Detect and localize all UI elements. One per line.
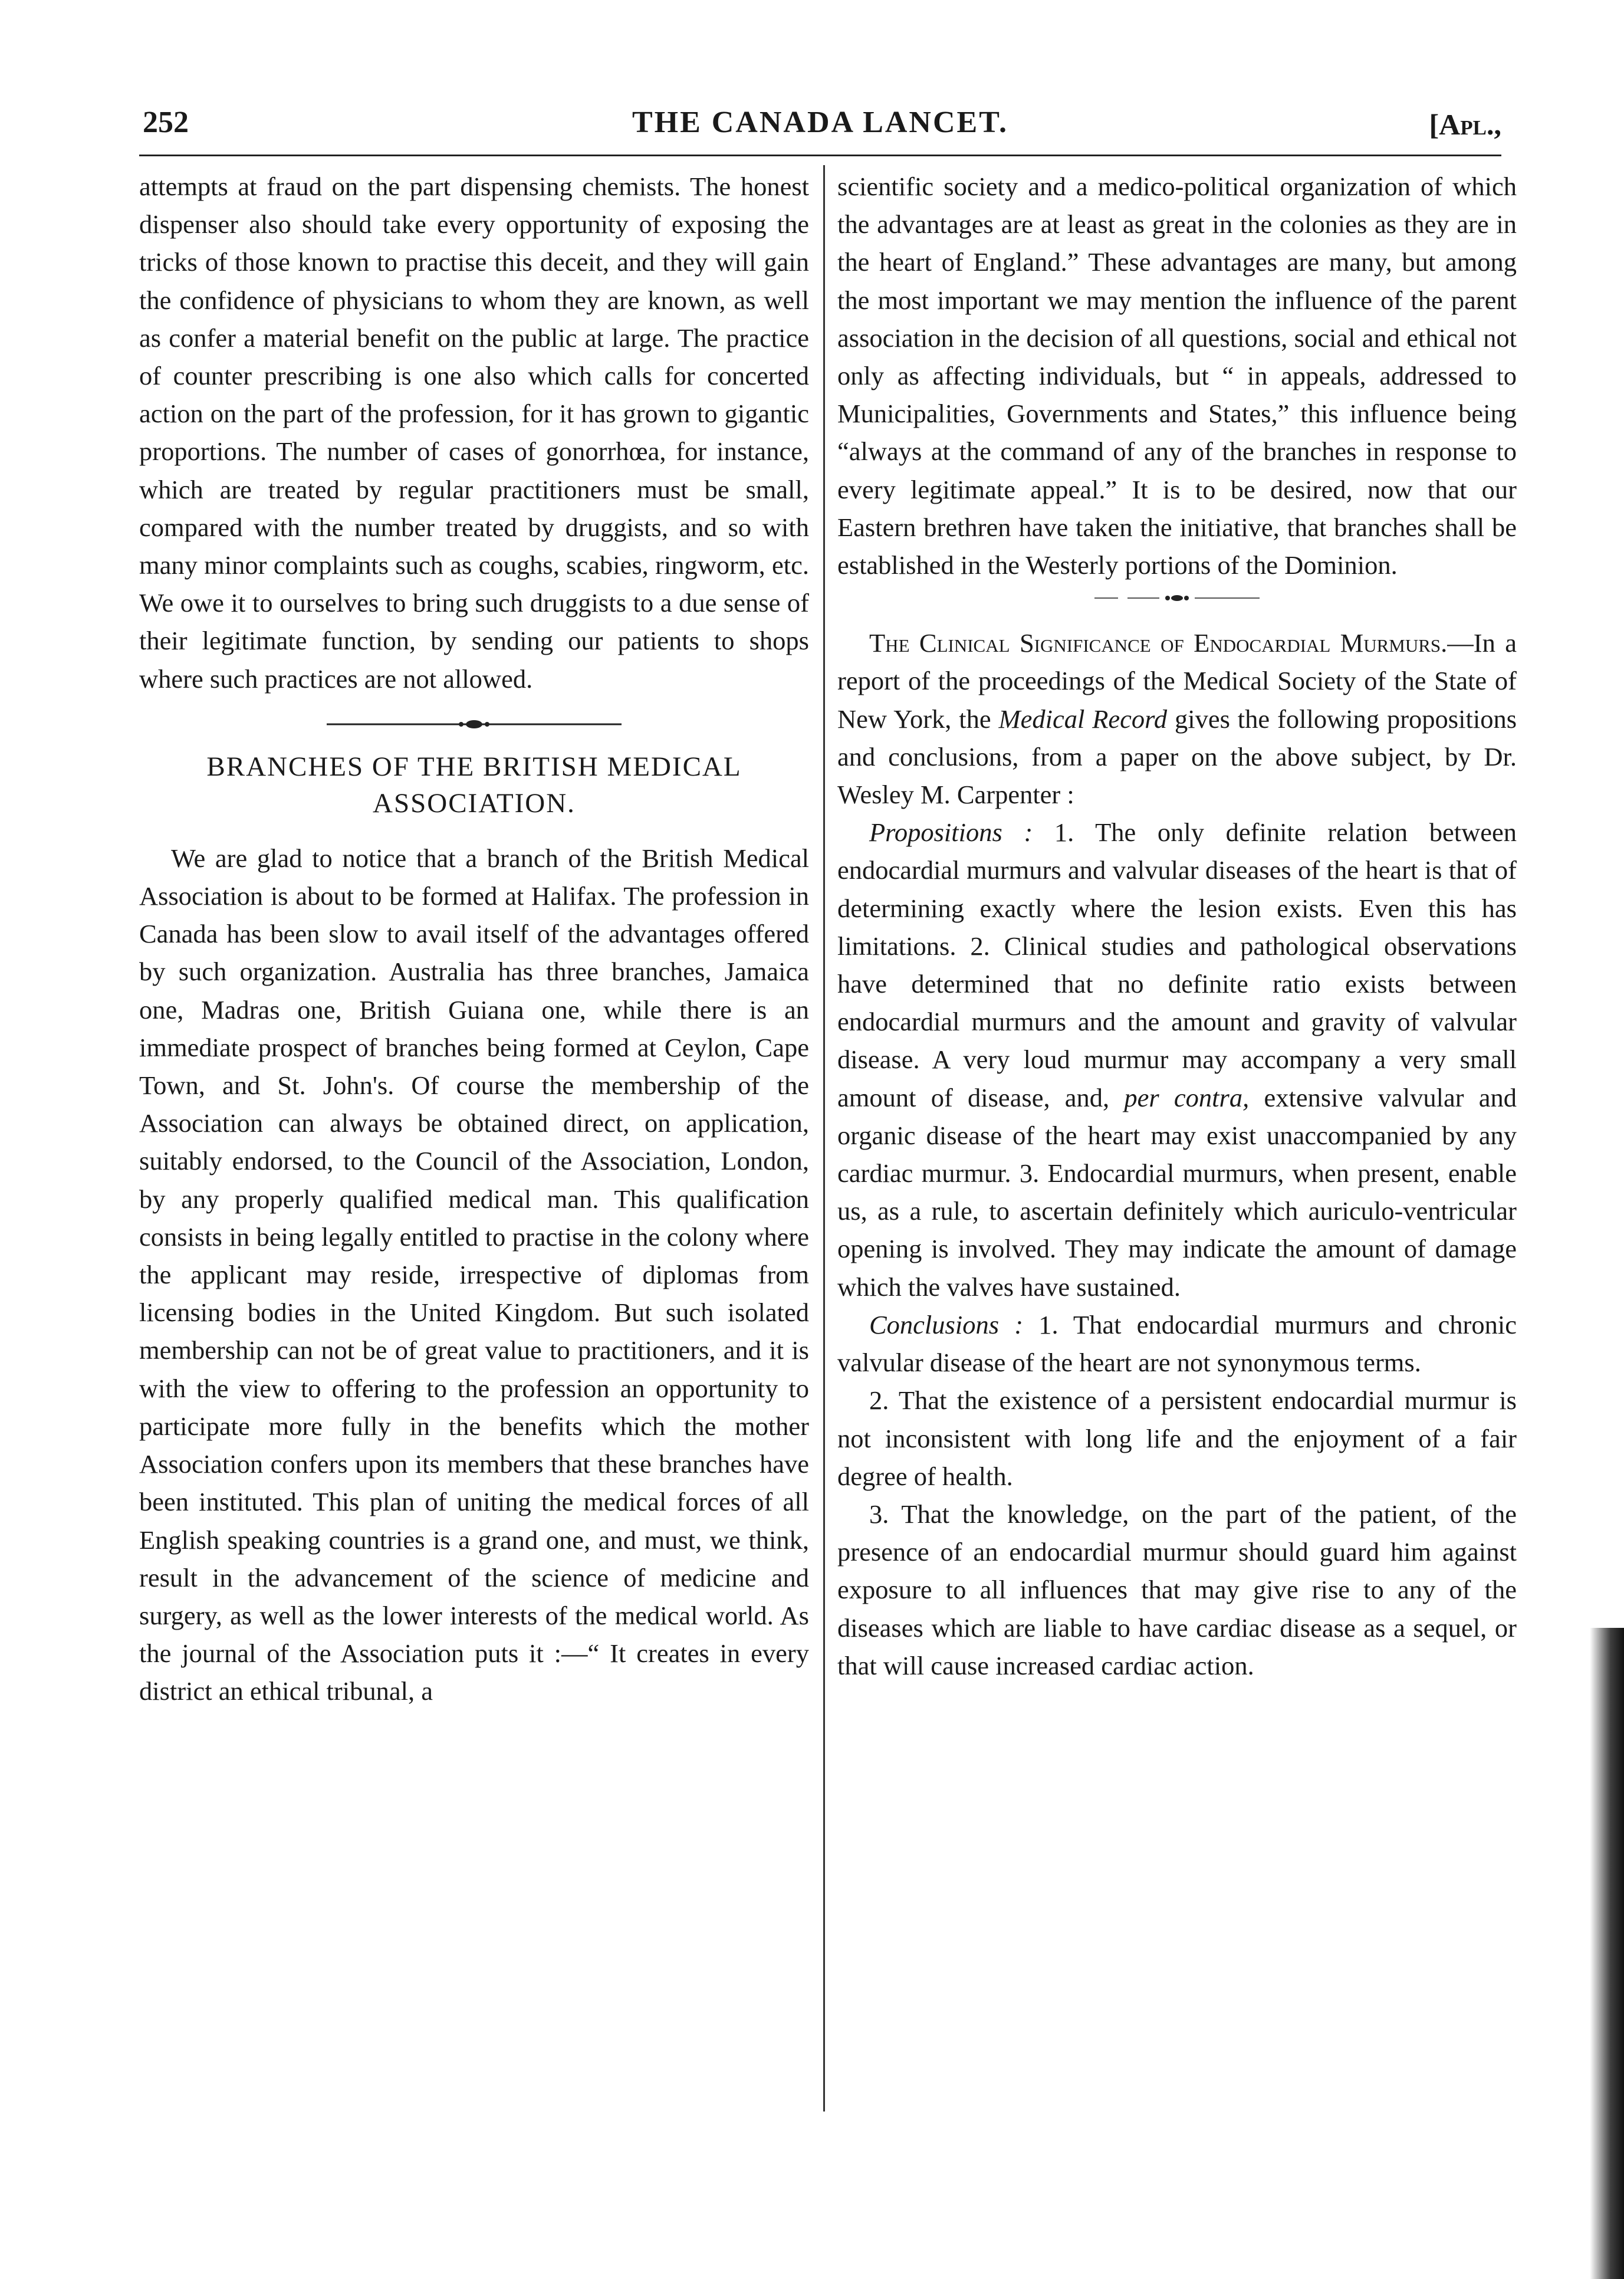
endocardial-intro-end: gives the following propositions and conclusions, from a paper on the above subject, by Dr. Wesley M. Carpenter : (837, 704, 1517, 810)
column-divider (823, 165, 825, 2111)
propositions-text-b: extensive valvular and organic disease of the heart may exist unaccompanied by any cardiac murmur. 3. Endocardial murmurs, when present, enable us, as a rule, to ascertain definitely which auriculo-ventricular opening is involved. They may indicate the amount of damage which the valves have sustained. (837, 1082, 1517, 1302)
propositions-label: Propositions : (869, 817, 1033, 848)
propositions-text-a: 1. The only definite relation between endocardial murmurs and valvular diseases of the heart is that of determining exactly where the lesion exists. Even this has limitations. 2. Clinical studies and pathological observations have determined that no definite ratio exists between endocardial murmurs and the amount and gravity of valvular disease. A very loud murmur may accompany a very small amount of disease, and, (837, 817, 1517, 1112)
section-divider-ornament-small (1094, 592, 1260, 604)
right-column (837, 168, 1517, 1684)
section-divider-ornament (327, 718, 622, 731)
page-number: 252 (143, 106, 189, 139)
running-head (139, 105, 1501, 152)
journal-title: THE CANADA LANCET. (632, 106, 1009, 139)
per-contra: per contra, (1124, 1082, 1250, 1112)
left-column (139, 168, 809, 1710)
scan-page-edge-shadow (1590, 1628, 1624, 2279)
endocardial-article-intro (837, 624, 1517, 813)
issue-mark: [Apl., (1429, 108, 1501, 141)
endocardial-intro-text: —In a report of the proceedings of the Medical Society of the State of New York, the (837, 628, 1517, 734)
continued-paragraph-left: attempts at fraud on the part dispensing chemists. The honest dispenser also should take every opportunity of exposing the tricks of those known to practise this deceit, and they will gain the confidence of physicians to whom they are known, as well as confer a material benefit on the public at large. The practice of counter prescribing is one also which calls for concerted action on the part of the profession, for it has grown to gigantic proportions. The number of cases of gonorrhœa, for instance, which are treated by regular practitioners must be small, compared with the number treated by druggists, and so with many minor complaints such as coughs, scabies, ringworm, etc. We owe it to ourselves to bring such druggists to a due sense of their legitimate function, by sending our patients to shops where such practices are not allowed. (139, 172, 809, 694)
conclusion-1: 1. That endocardial murmurs and chronic valvular disease of the heart are not synonymous terms. (837, 1309, 1517, 1378)
continued-paragraph-right: scientific society and a medico-political organization of which the advantages are at least as great in the colonies as they are in the heart of England.” These advantages are many, but among the most important we may mention the influence of the parent association in the decision of all questions, social and ethical not only as affecting individuals, but “ in appeals, addressed to Municipalities, Governments and States,” this influence being “always at the command of any of the branches in response to every legitimate appeal.” It is to be desired, now that our Eastern brethren have taken the initiative, that branches shall be established in the Westerly portions of the Dominion. (837, 172, 1517, 580)
conclusions-label: Conclusions : (869, 1309, 1024, 1339)
propositions-paragraph (837, 813, 1517, 1306)
header-rule (139, 155, 1501, 156)
conclusion-3: 3. That the knowledge, on the part of the patient, of the presence of an endocardial murmur should guard him against exposure to all influences that may give rise to any of the diseases which are liable to have cardiac disease as a sequel, or that will cause increased cardiac action. (837, 1499, 1517, 1680)
article-paragraph-bma: We are glad to notice that a branch of the British Medical Association is about to be formed at Halifax. The profession in Canada has been slow to avail itself of the advantages offered by such organization. Australia has three branches, Jamaica one, Madras one, British Guiana one, while there is an immediate prospect of branches being formed at Ceylon, Cape Town, and St. John's. Of course the membership of the Association can always be obtained direct, on application, suitably endorsed, to the Council of the Association, London, by any properly qualified medical man. This qualification consists in being legally entitled to practise in the colony where the applicant may reside, irrespective of diplomas from licensing bodies in the United Kingdom. But such isolated membership can not be of great value to practitioners, and it is with the view to offering to the profession an opportunity to participate more fully in the benefits which the mother Association confers upon its members that these branches have been instituted. This plan of uniting the medical forces of all English speaking countries is a grand one, and must, we think, result in the advancement of the science of medicine and surgery, as well as the lower interests of the medical world. As the journal of the Association puts it :—“ It creates in every district an ethical tribunal, a (139, 843, 809, 1706)
conclusions-paragraph (837, 1306, 1517, 1381)
article-heading-bma: BRANCHES OF THE BRITISH MEDICAL ASSOCIATION. (206, 751, 742, 819)
endocardial-article-title: The Clinical Significance of Endocardial Murmurs. (869, 628, 1448, 658)
journal-name-medical-record: Medical Record (998, 704, 1168, 734)
conclusion-2: 2. That the existence of a persistent endocardial murmur is not inconsistent with long life and the enjoyment of a fair degree of health. (837, 1385, 1517, 1491)
